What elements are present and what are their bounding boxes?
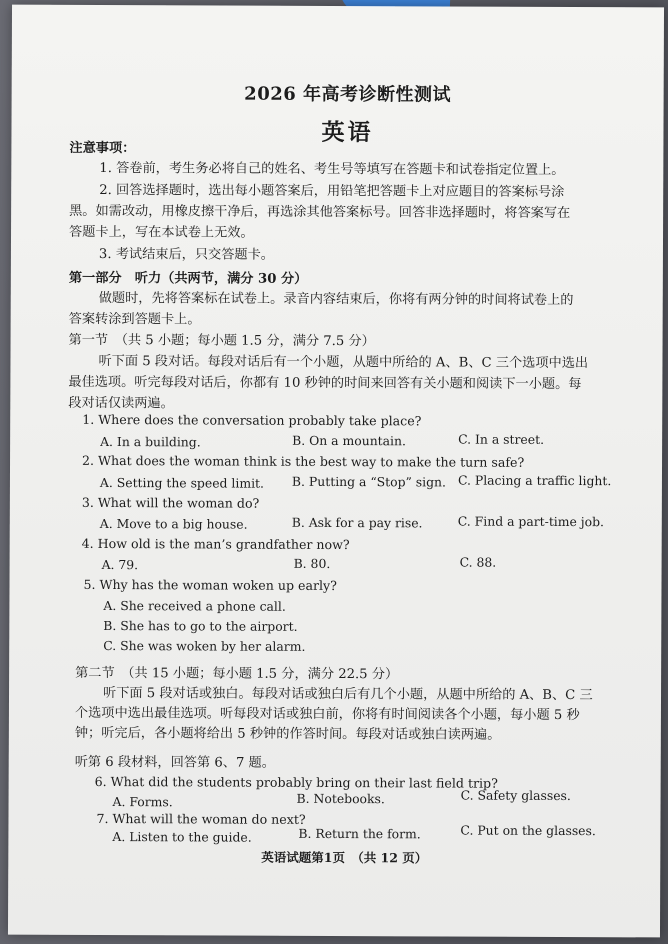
section1-intro-line: 听下面 5 段对话。每段对话后有一个小题，从题中所给的 A、B、C 三个选项中选出 [98,353,589,372]
notice-line: 3. 考试结束后，只交答题卡。 [98,246,275,263]
option-a: A. 79. [101,556,139,573]
question-stem: 1. Where does the conversation probably take place? [82,411,422,429]
option-c: C. Placing a traffic light. [457,472,612,489]
notice-heading: 注意事项： [69,140,136,157]
option-a: A. Move to a big house. [99,515,248,532]
option-a: A. In a building. [100,433,201,450]
section1-intro-line: 段对话仅读两遍。 [68,395,174,412]
paper-content [70,5,622,937]
notice-line: 答题卡上，写在本试卷上无效。 [69,224,254,241]
notice-line: 1. 答卷前，考生务必将自己的姓名、考生号等填写在答题卡和试卷指定位置上。 [99,160,565,178]
question-stem: 4. How old is the man’s grandfather now? [81,535,350,553]
option-c: C. She was woken by her alarm. [103,637,306,654]
notice-line: 黑。如需改动，用橡皮擦干净后，再选涂其他答案标号。回答非选择题时，将答案写在 [69,203,571,222]
section2-intro-line: 钟；听完后，各小题将给出 5 秒钟的作答时间。每段对话或独白读两遍。 [74,725,501,743]
exam-title: 2026 年高考诊断性测试 [244,83,452,106]
option-c: C. In a street. [458,431,545,447]
section1-heading: 第一节 （共 5 小题；每小题 1.5 分，满分 7.5 分） [68,332,375,350]
material-instruction: 听第 6 段材料，回答第 6、7 题。 [74,754,275,771]
option-a: A. Forms. [112,794,173,810]
notice-line: 2. 回答选择题时，选出每小题答案后，用铅笔把答题卡上对应题目的答案标号涂 [99,182,565,200]
question-stem: 5. Why has the woman woken up early? [83,576,337,594]
part1-intro-line: 答案转涂到答题卡上。 [68,311,201,328]
option-c: C. 88. [459,554,497,570]
section2-heading: 第二节 （共 15 小题；每小题 1.5 分，满分 22.5 分） [75,665,399,683]
option-a: A. She received a phone call. [103,597,286,614]
section1-intro-line: 最佳选项。听完每段对话后，你都有 10 秒钟的时间来回答有关小题和阅读下一小题。每 [68,374,582,393]
question-stem: 7. What will the woman do next? [96,810,306,827]
option-a: A. Setting the speed limit. [99,474,265,491]
option-b: B. Putting a “Stop” sign. [291,473,447,490]
option-b: B. Notebooks. [296,790,385,807]
part1-intro-line: 做题时，先将答案标在试卷上。录音内容结束后，你将有两分钟的时间将试卷上的 [98,290,574,309]
option-b: B. On a mountain. [292,432,406,449]
exam-paper [8,5,664,938]
question-stem: 2. What does the woman think is the best way to make the turn safe? [82,452,525,470]
question-stem: 6. What did the students probably bring on their last field trip? [94,773,498,791]
option-b: B. Ask for a pay rise. [291,514,423,531]
section2-intro-line: 听下面 5 段对话或独白。每段对话或独白后有几个小题，从题中所给的 A、B、C 三 [102,685,593,704]
exam-subject: 英语 [321,118,374,147]
option-a: A. Listen to the guide. [112,829,252,845]
question-stem: 3. What will the woman do? [81,494,260,511]
section2-intro-line: 个选项中选出最佳选项。听每段对话或独白前，你将有时间阅读各个小题，每小题 5 秒 [74,705,580,724]
option-c: C. Put on the glasses. [460,822,596,839]
option-c: C. Find a part-time job. [457,513,605,530]
option-b: B. Return the form. [298,825,421,842]
option-b: B. 80. [293,555,331,571]
part1-heading: 第一部分 听力（共两节，满分 30 分） [68,270,308,287]
option-c: C. Safety glasses. [460,787,571,804]
option-b: B. She has to go to the airport. [103,617,298,634]
page-footer: 英语试题第1页 （共 12 页） [261,849,428,866]
